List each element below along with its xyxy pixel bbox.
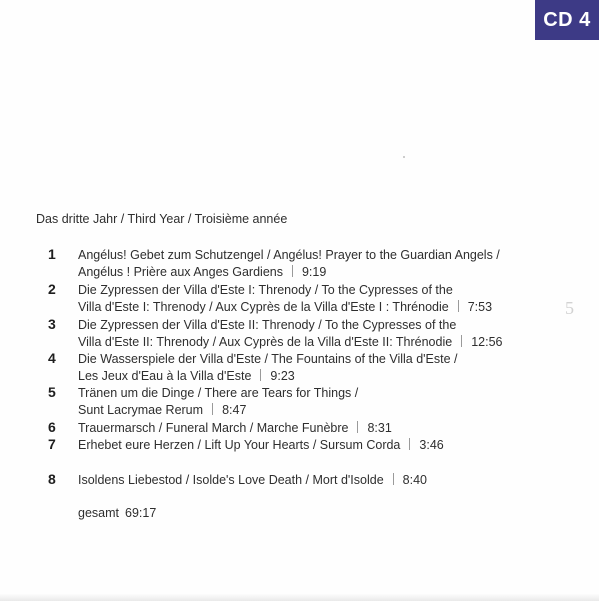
track-line: Villa d'Este I: Threnody / Aux Cyprès de la Villa d'Este I : Thrénodie xyxy=(78,300,449,314)
track-duration: 8:31 xyxy=(367,421,392,435)
section-title: Das dritte Jahr / Third Year / Troisième année xyxy=(36,212,288,226)
page-number: 5 xyxy=(565,298,574,318)
track-line: Les Jeux d'Eau à la Villa d'Este xyxy=(78,369,252,383)
track-number: 2 xyxy=(48,281,56,297)
track-number: 1 xyxy=(48,246,56,262)
track-line: Villa d'Este II: Threnody / Aux Cyprès de la Villa d'Este II: Thrénodie xyxy=(78,335,453,349)
separator xyxy=(461,335,462,347)
track-duration: 3:46 xyxy=(419,438,444,452)
separator xyxy=(292,265,293,277)
track-line: Die Wasserspiele der Villa d'Este / The Fountains of the Villa d'Este / xyxy=(78,352,458,366)
total-duration xyxy=(78,506,162,520)
paper-speck xyxy=(403,156,405,158)
track-title xyxy=(78,282,548,316)
track-duration: 8:47 xyxy=(222,403,247,417)
track-item xyxy=(0,350,599,386)
track-title xyxy=(78,420,548,437)
total-label: gesamt xyxy=(78,506,119,520)
track-number: 4 xyxy=(48,350,56,366)
track-item xyxy=(0,471,599,489)
total-value: 69:17 xyxy=(125,506,157,520)
track-title xyxy=(78,472,548,489)
track-duration: 9:19 xyxy=(301,265,327,279)
track-line: Angélus ! Prière aux Anges Gardiens xyxy=(78,265,283,279)
track-line: Sunt Lacrymae Rerum xyxy=(78,403,204,417)
track-item xyxy=(0,281,599,317)
separator xyxy=(409,438,410,450)
track-number: 3 xyxy=(48,316,56,332)
track-line: Angélus! Gebet zum Schutzengel / Angélus! Prayer to the Guardian Angels / xyxy=(78,248,500,262)
track-title xyxy=(78,437,548,454)
track-duration: 12:56 xyxy=(471,335,503,349)
track-line: Tränen um die Dinge / There are Tears for Things / xyxy=(78,386,359,400)
track-duration: 7:53 xyxy=(467,300,493,314)
separator xyxy=(458,300,459,312)
separator xyxy=(393,473,394,485)
track-line: Isoldens Liebestod / Isolde's Love Death / Mort d'Isolde xyxy=(78,473,384,487)
track-item xyxy=(0,419,599,437)
cd-badge: CD 4 xyxy=(535,0,599,40)
track-title xyxy=(78,317,548,351)
track-number: 5 xyxy=(48,384,56,400)
track-item xyxy=(0,384,599,420)
track-line: Erhebet eure Herzen / Lift Up Your Hearts / Sursum Corda xyxy=(78,438,401,452)
track-item xyxy=(0,316,599,352)
track-number: 6 xyxy=(48,419,56,435)
track-duration: 8:40 xyxy=(402,473,427,487)
track-title xyxy=(78,385,548,419)
track-item xyxy=(0,436,599,454)
track-line: Trauermarsch / Funeral March / Marche Funèbre xyxy=(78,421,349,435)
track-number: 7 xyxy=(48,436,56,452)
track-title xyxy=(78,247,548,281)
page-bottom-edge xyxy=(0,593,599,601)
separator xyxy=(260,369,261,381)
track-line: Die Zypressen der Villa d'Este II: Threnody / To the Cypresses of the xyxy=(78,318,457,332)
track-line: Die Zypressen der Villa d'Este I: Threnody / To the Cypresses of the xyxy=(78,283,453,297)
track-title xyxy=(78,351,548,385)
track-item xyxy=(0,246,599,282)
separator xyxy=(212,403,213,415)
track-duration: 9:23 xyxy=(270,369,295,383)
track-number: 8 xyxy=(48,471,56,487)
separator xyxy=(357,421,358,433)
